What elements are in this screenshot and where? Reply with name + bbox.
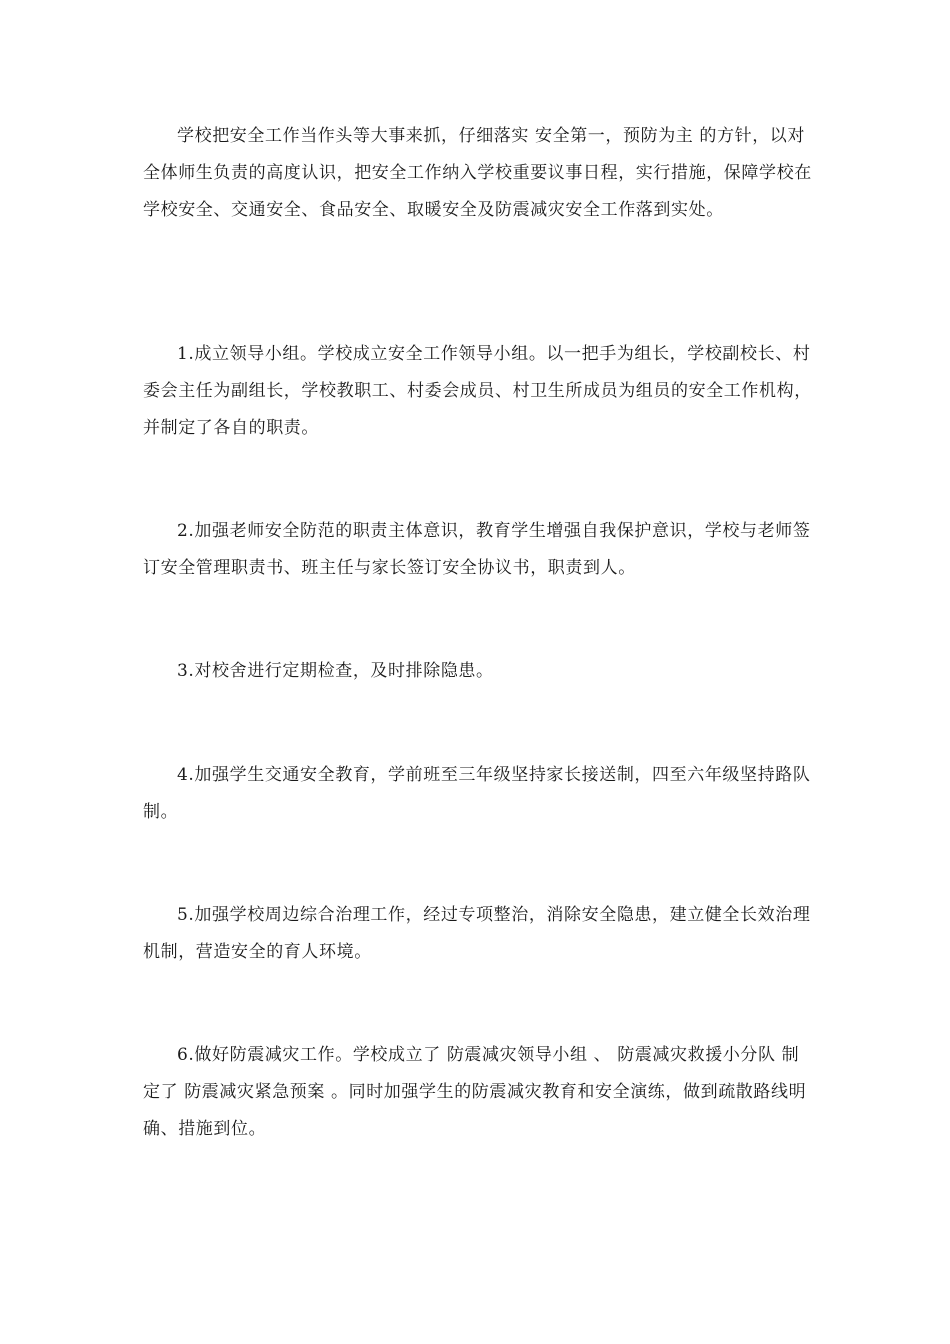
item-2-paragraph: 2.加强老师安全防范的职责主体意识，教育学生增强自我保护意识，学校与老师签订安全管理职责书、班主任与家长签订安全协议书，职责到人。 xyxy=(143,521,811,578)
item-3-paragraph: 3.对校舍进行定期检查，及时排除隐患。 xyxy=(177,661,494,681)
item-5-paragraph: 5.加强学校周边综合治理工作，经过专项整治，消除安全隐患，建立健全长效治理机制，营造安全的育人环境。 xyxy=(143,905,811,962)
item-6-paragraph: 6.做好防震减灾工作。学校成立了 防震减灾领导小组 、 防震减灾救援小分队 制定了 防震减灾紧急预案 。同时加强学生的防震减灾教育和安全演练，做到疏散路线明确、措施到位。 xyxy=(143,1045,807,1139)
intro-paragraph: 学校把安全工作当作头等大事来抓，仔细落实 安全第一，预防为主 的方针，以对全体师生负责的高度认识，把安全工作纳入学校重要议事日程，实行措施，保障学校在学校安全、交通安全、食品安全、取暖安全及防震减灾安全工作落到实处。 xyxy=(143,126,812,220)
item-1-paragraph: 1.成立领导小组。学校成立安全工作领导小组。以一把手为组长，学校副校长、村委会主任为副组长，学校教职工、村委会成员、村卫生所成员为组员的安全工作机构，并制定了各自的职责。 xyxy=(143,344,812,438)
item-4-paragraph: 4.加强学生交通安全教育，学前班至三年级坚持家长接送制，四至六年级坚持路队制。 xyxy=(143,765,811,822)
